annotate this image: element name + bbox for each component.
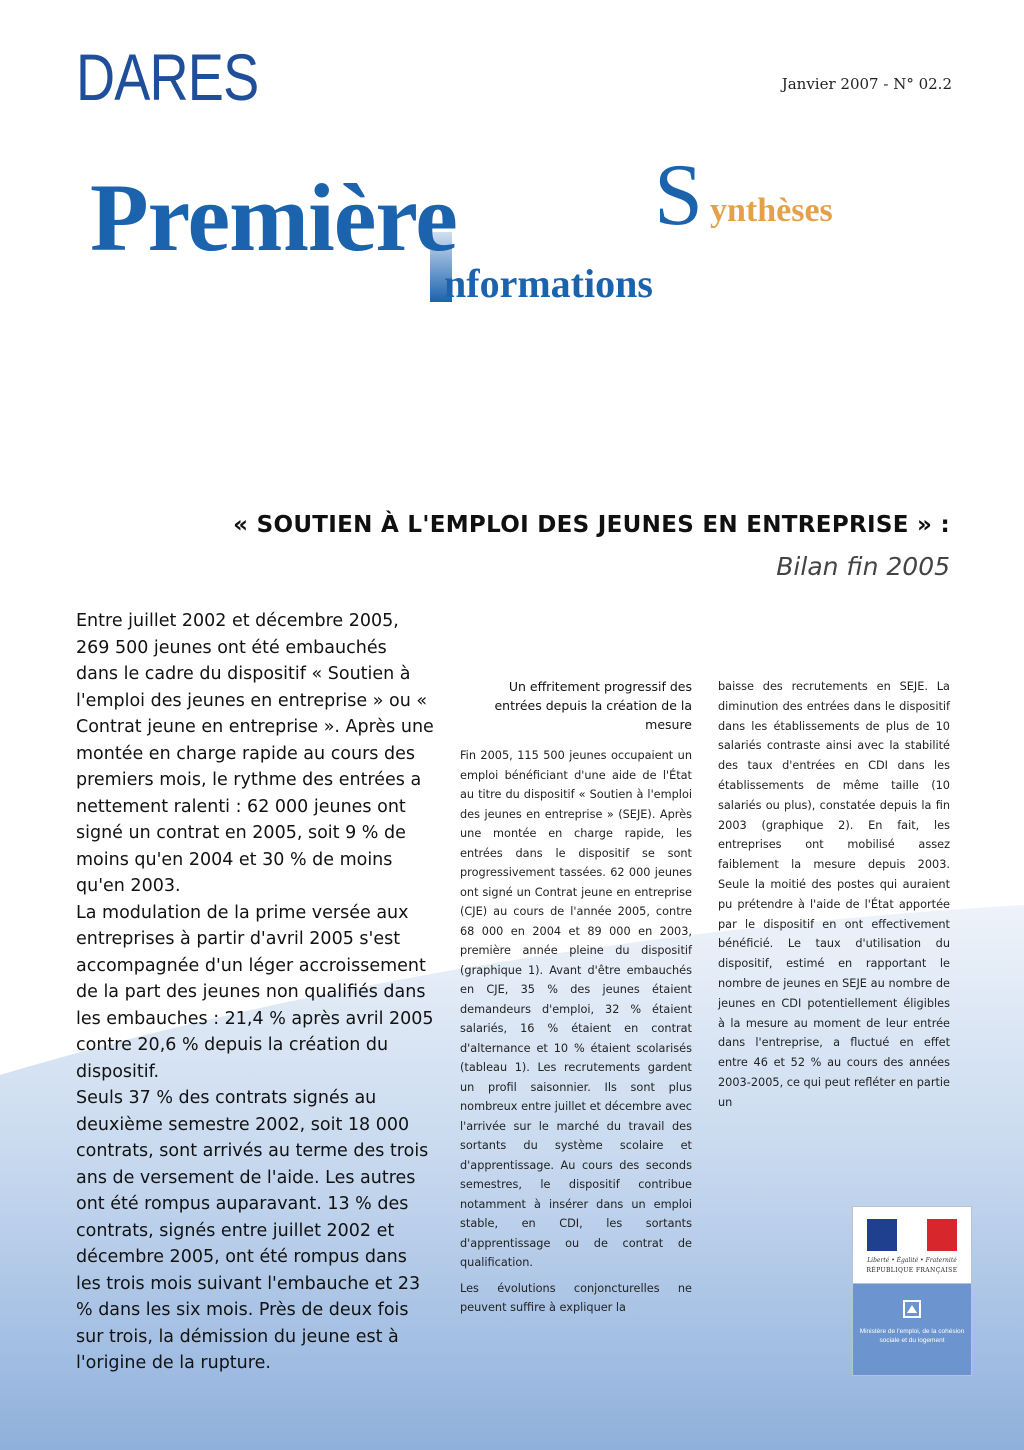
ministry-emblem-icon: [902, 1299, 922, 1319]
ministry-name: Ministère de l'emploi, de la cohésion sociale et du logement: [859, 1328, 965, 1344]
lead-paragraph-3: Seuls 37 % des contrats signés au deuxième semestre 2002, soit 18 000 contrats, sont arrivés au terme des trois ans de versement de l'aide. Les autres ont été rompus auparavant. 13 % des contrats, signés entre juillet 2002 et décembre 2005, ont été rompus dans les trois mois suivant l'embauche et 23 % dans les six mois. Près de deux fois sur trois, la démission du jeune est à l'origine de la rupture.: [76, 1088, 429, 1373]
body-paragraph: baisse des recrutements en SEJE. La diminution des entrées dans le dispositif dans les établissements de plus de 10 salariés contraste ainsi avec la stabilité des taux d'entrées en CDI dans les établissements de même taille (10 salariés ou plus), constatée depuis la fin 2003 (graphique 2). En fait, les entreprises ont mobilisé assez faiblement la mesure depuis 2003. Seule la moitié des postes qui auraient pu prétendre à l'aide de l'État apportée par le dispositif en ont effectivement bénéficié. Le taux d'utilisation du dispositif, estimé en rapportant le nombre de jeunes en SEJE au nombre de jeunes en CDI potentiellement éligibles à la mesure au moment de leur entrée dans l'entreprise, a fluctué en effet entre 46 et 52 % au cours des années 2003-2005, ce qui peut refléter en partie un: [718, 680, 950, 1109]
flag-stripe: [927, 1219, 957, 1251]
body-paragraph: Les évolutions conjoncturelles ne peuvent suffire à expliquer la: [460, 1281, 692, 1314]
masthead-logo: [90, 147, 960, 310]
article-title: « SOUTIEN À L'EMPLOI DES JEUNES EN ENTREPRISE » :: [233, 512, 950, 538]
french-flag-icon: [867, 1219, 957, 1251]
section-heading: Un effritement progressif des entrées depuis la création de la mesure: [494, 679, 692, 732]
article-subtitle: Bilan fin 2005: [776, 552, 950, 581]
republic-name: RÉPUBLIQUE FRANÇAISE: [866, 1267, 958, 1274]
masthead-syntheses: ynthèses: [710, 192, 833, 229]
lead-paragraph-2: La modulation de la prime versée aux entreprises à partir d'avril 2005 s'est accompagnée d'un léger accroissement de la part des jeunes non qualifiés dans les embauches : 21,4 % après avril 2005 contre 20,6 % depuis la création du dispositif.: [76, 902, 434, 1082]
issue-number: Janvier 2007 - N° 02.2: [781, 75, 952, 93]
masthead-s-letter: S: [654, 147, 703, 244]
dares-logo: DARES: [76, 40, 259, 114]
body-paragraph: Fin 2005, 115 500 jeunes occupaient un emploi bénéficiant d'une aide de l'État au titre du dispositif « Soutien à l'emploi des jeunes en entreprise » (SEJE). Après une montée en charge rapide, les entrées dans le dispositif se sont progressivement tassées. 62 000 jeunes ont signé un Contrat jeune en entreprise (CJE) au cours de l'année 2005, contre 68 000 en 2004 et 89 000 en 2003, première année pleine du dispositif (graphique 1). Avant d'être embauchés en CJE, 35 % des jeunes étaient demandeurs d'emploi, 32 % étaient salariés, 16 % étaient en contrat d'alternance et 10 % étaient scolarisés (tableau 1). Les recrutements gardent un profil saisonnier. Ils sont plus nombreux entre juillet et décembre avec l'arrivée sur le marché du travail des sortants du système scolaire et d'apprentissage. Au cours des seconds semestres, le dispositif contribue notamment à insérer dans un emploi stable, en CDI, les sortants d'apprentissage ou de contrat de qualification.: [460, 749, 692, 1269]
republic-motto: Liberté • Égalité • Fraternité: [867, 1257, 957, 1264]
flag-stripe: [867, 1219, 897, 1251]
masthead-premiere: Première: [90, 164, 457, 271]
body-column-3: [718, 677, 950, 1113]
lead-summary: [76, 608, 434, 1377]
flag-stripe: [897, 1219, 927, 1251]
government-logo-box: [852, 1206, 972, 1376]
body-column-2: [460, 677, 692, 1324]
lead-paragraph-1: Entre juillet 2002 et décembre 2005, 269 500 jeunes ont été embauchés dans le cadre du dispositif « Soutien à l'emploi des jeunes en entreprise » ou « Contrat jeune en entreprise ». Après une montée en charge rapide au cours des premiers mois, le rythme des entrées a nettement ralenti : 62 000 jeunes ont signé un contrat en 2005, soit 9 % de moins qu'en 2004 et 30 % de moins qu'en 2003.: [76, 611, 434, 896]
masthead-informations: nformations: [444, 261, 653, 306]
